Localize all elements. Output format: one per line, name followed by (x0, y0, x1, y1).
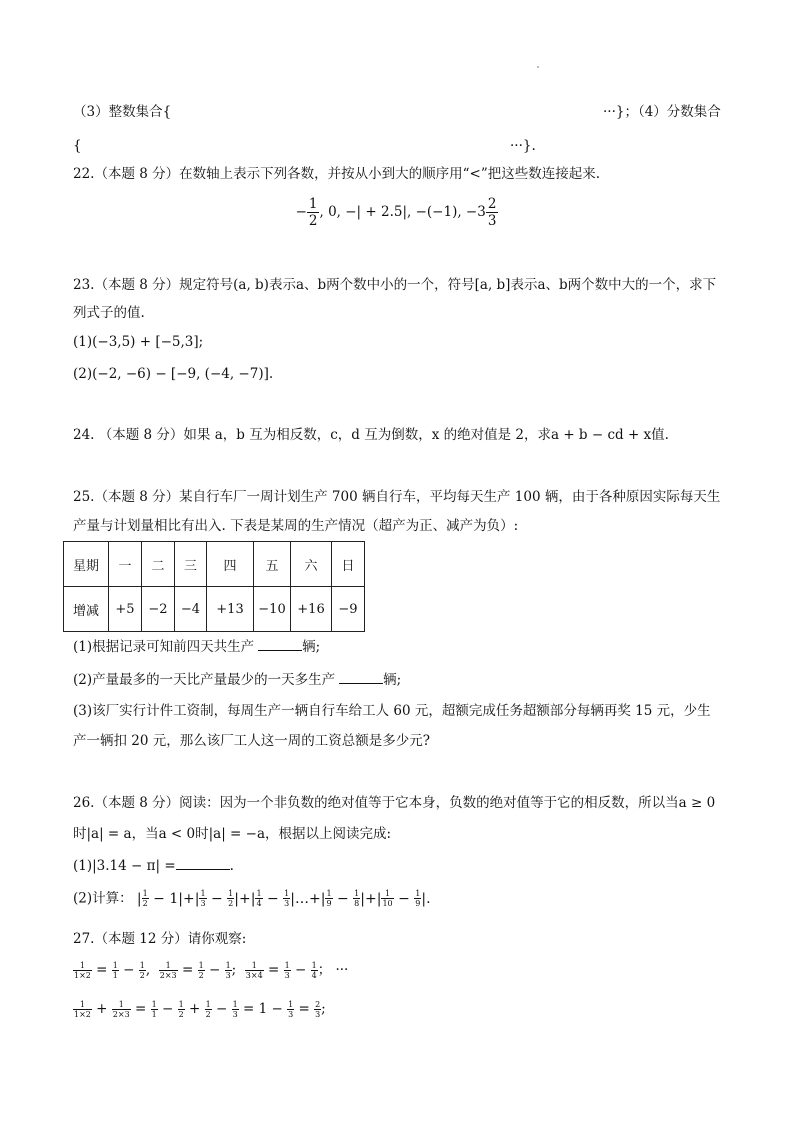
table-cell: 增减 (64, 587, 109, 632)
table-cell: −9 (332, 587, 365, 632)
answer-blank[interactable] (176, 857, 230, 870)
q26-part-2 (73, 889, 431, 908)
q27-end: ; (321, 1001, 326, 1017)
q27-example-line-2: $\frac{1}{1\times 2}$ + $\frac{1}{2\times 3}$ = $\frac{1}{1}$ − $\frac{1}{2}$ + $\frac{1}{2}$ − $\frac{1}{3}$ = 1 − $\frac{1}{3}$ = $\frac{2}{3}$ ; (74, 1000, 326, 1019)
q22-stem: 22.（本题 8 分）在数轴上表示下列各数，并按从小到大的顺序用“<”把这些数连接起来. (73, 166, 601, 182)
q25-part-3-line1: (3)该厂实行计件工资制，每周生产一辆自行车给工人 60 元，超额完成任务超额部分每辆再奖 15 元，少生 (73, 703, 711, 719)
table-cell: 二 (142, 542, 175, 587)
q22-frac-den: 2 (308, 213, 318, 229)
q22-mixed-num: 2 (487, 196, 497, 212)
table-cell: −4 (175, 587, 207, 632)
table-header-row (64, 542, 365, 587)
q23-stem-2: 列式子的值. (73, 305, 145, 321)
scan-dot (537, 66, 539, 68)
q26-part-1-text: (1)|3.14 − π| = (73, 858, 176, 874)
table-cell: 日 (332, 542, 365, 587)
q25-stem-2: 产量与计划量相比有出入. 下表是某周的生产情况（超产为正、减产为负）: (73, 518, 519, 534)
q25-part-2-unit: 辆; (383, 672, 402, 688)
q26-part-2-label: (2)计算： (73, 890, 133, 907)
q26-stem-2: 时|a| = a，当a < 0时|a| = −a，根据以上阅读完成: (73, 826, 392, 842)
q25-part-1-unit: 辆; (302, 639, 321, 655)
q25-stem-1: 25.（本题 8 分）某自行车厂一周计划生产 700 辆自行车，平均每天生产 100 辆，由于各种原因实际每天生 (73, 489, 721, 505)
q26-stem-1: 26.（本题 8 分）阅读：因为一个非负数的绝对值等于它本身，负数的绝对值等于它的相反数，所以当a ≥ 0 (73, 795, 716, 811)
q22-frac-half (307, 196, 320, 229)
q27-mid: = 1 − (242, 1001, 283, 1017)
table-cell: −2 (142, 587, 175, 632)
table-cell: 星期 (64, 542, 109, 587)
q22-frac-mixed (486, 196, 499, 229)
q21-line2-left: { (73, 138, 82, 154)
table-cell: 五 (254, 542, 291, 587)
table-cell: 四 (207, 542, 254, 587)
q21-line2-right: ···}. (510, 138, 536, 154)
table-cell: 三 (175, 542, 207, 587)
q26-part-1 (73, 857, 234, 875)
q22-frac-num: 1 (308, 196, 318, 212)
q22-numbers (0, 196, 794, 229)
q22-mixed-den: 3 (487, 213, 497, 229)
q27-stem: 27.（本题 12 分）请你观察: (73, 931, 247, 947)
production-table (63, 541, 365, 632)
q23-part-2: (2)(−2, −6) − [−9, (−4, −7)]. (73, 366, 274, 382)
q22-list-mid: , 0, −| + 2.5|, −(−1), −3 (319, 204, 486, 220)
q24-stem: 24. （本题 8 分）如果 a，b 互为相反数，c，d 互为倒数，x 的绝对值是 2，求a + b − cd + x值. (73, 427, 669, 443)
table-cell: +16 (291, 587, 332, 632)
q25-part-3-line2: 产一辆扣 20 元，那么该厂工人这一周的工资总额是多少元? (73, 733, 430, 749)
answer-blank[interactable] (339, 671, 383, 684)
q23-stem-1: 23.（本题 8 分）规定符号(a, b)表示a、b两个数中小的一个，符号[a, b]表示a、b两个数中大的一个，求下 (73, 277, 717, 293)
table-cell: −10 (254, 587, 291, 632)
table-cell: +13 (207, 587, 254, 632)
q23-part-1: (1)(−3,5) + [−5,3]; (73, 334, 204, 350)
table-cell: 一 (109, 542, 142, 587)
q21-line1-right: ···}；（4）分数集合 (603, 104, 721, 120)
q25-part-2 (73, 671, 401, 689)
q25-part-1 (73, 638, 320, 656)
q25-part-2-text: (2)产量最多的一天比产量最少的一天多生产 (73, 672, 336, 688)
q27-example-line-1: $\frac{1}{1\times 2}$ = $\frac{1}{1}$ − $\frac{1}{2}$ , $\frac{1}{2\times 3}$ = $\frac{1}{2}$ − $\frac{1}{3}$ ; $\frac{1}{3\times 4}$ = $\frac{1}{3}$ − $\frac{1}{4}$ ； ··· (74, 961, 349, 980)
q26-part-1-end: . (229, 858, 234, 874)
table-cell: 六 (291, 542, 332, 587)
q21-line1-left: （3）整数集合{ (73, 104, 172, 120)
table-row (64, 587, 365, 632)
q25-part-1-text: (1)根据记录可知前四天共生产 (73, 639, 255, 655)
q26-expression: | $\frac{1}{2}$ − 1|+| $\frac{1}{3}$ − $\frac{1}{2}$ |+| $\frac{1}{4}$ − $\frac{1}{3}$ |…+| $\frac{1}{9}$ − $\frac{1}{8}$ |+| $\frac{1}{10}$ − $\frac{1}{9}$ |. (136, 889, 431, 908)
table-cell: +5 (109, 587, 142, 632)
q27-ellipsis: ； ··· (317, 962, 349, 978)
q22-minus: − (295, 204, 307, 220)
answer-blank[interactable] (258, 638, 302, 651)
